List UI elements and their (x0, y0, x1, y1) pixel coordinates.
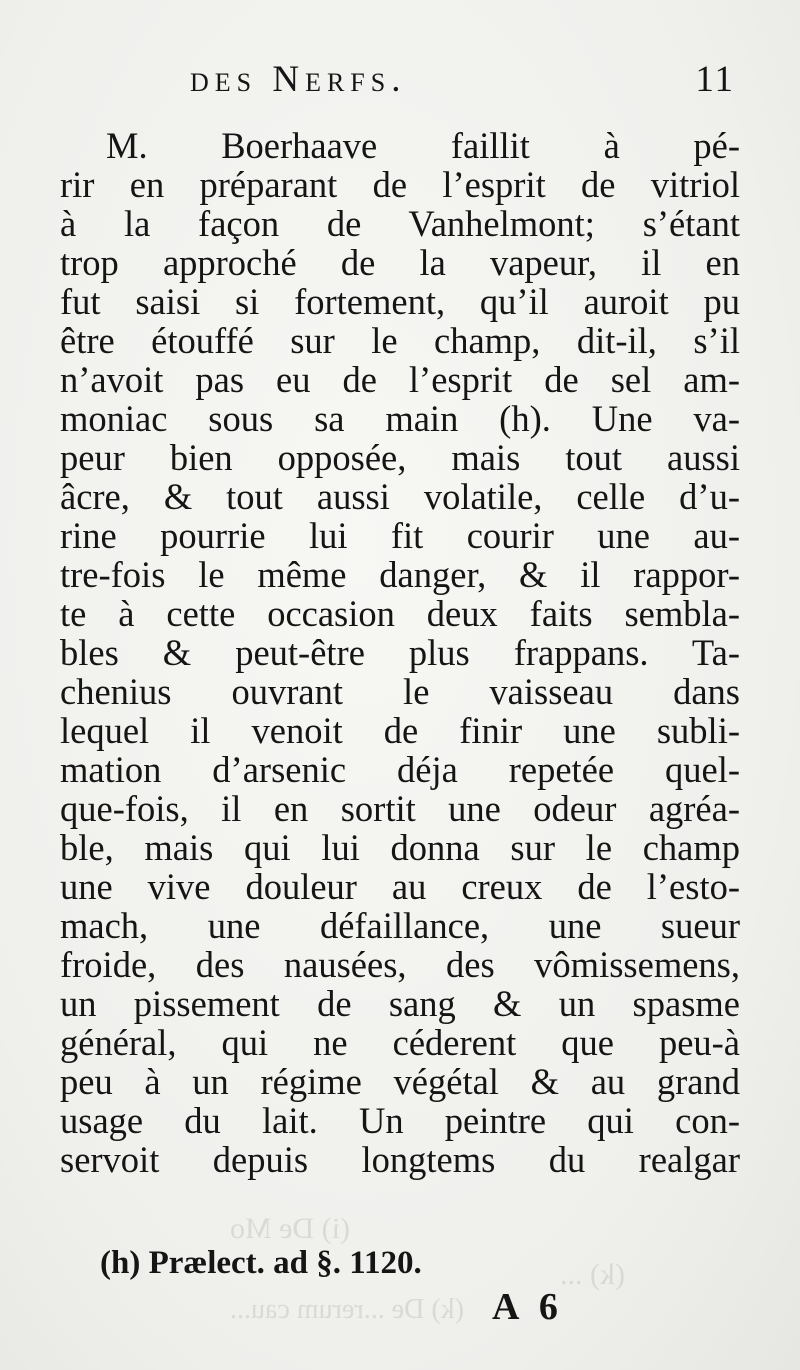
text-line: une vive douleur au creux de l’esto- (60, 866, 740, 907)
page-number: 11 (695, 59, 735, 100)
running-head-title: des Nerfs. (190, 59, 407, 100)
text-line: usage du lait. Un peintre qui con- (60, 1100, 740, 1141)
show-through-text: (i) De Mo (230, 1212, 350, 1245)
text-line: ble, mais qui lui donna sur le champ (60, 827, 740, 868)
text-line: froide, des nausées, des vômissemens, (60, 944, 740, 985)
text-line: servoit depuis longtems du realgar (60, 1139, 740, 1180)
text-line: n’avoit pas eu de l’esprit de sel am- (60, 359, 740, 400)
text-line: rine pourrie lui fit courir une au- (60, 515, 740, 556)
text-line: te à cette occasion deux faits sembla- (60, 593, 740, 634)
text-line: bles & peut-être plus frappans. Ta- (60, 632, 740, 673)
text-line: tre-fois le même danger, & il rappor- (60, 554, 740, 595)
text-line: à la façon de Vanhelmont; s’étant (60, 203, 740, 244)
signature-mark: A 6 (492, 1286, 564, 1328)
text-line: moniac sous sa main (h). Une va- (60, 398, 740, 439)
footnote: (h) Prælect. ad §. 1120. (100, 1245, 422, 1281)
text-line: trop approché de la vapeur, il en (60, 242, 740, 283)
running-head (60, 58, 740, 108)
text-line: âcre, & tout aussi volatile, celle d’u- (60, 476, 740, 517)
text-line: mation d’arsenic déja repetée quel- (60, 749, 740, 790)
show-through-text: (k) ... (560, 1258, 625, 1291)
text-line: être étouffé sur le champ, dit-il, s’il (60, 320, 740, 361)
text-line: mach, une défaillance, une sueur (60, 905, 740, 946)
text-line: peu à un régime végétal & au grand (60, 1061, 740, 1102)
text-line: un pissement de sang & un spasme (60, 983, 740, 1024)
text-line: M. Boerhaave faillit à pé- (106, 125, 740, 166)
text-line: général, qui ne céderent que peu-à (60, 1022, 740, 1063)
show-through-text: (k) De ...rerum cau... (230, 1294, 465, 1325)
body-text (60, 126, 740, 1179)
text-line: rir en préparant de l’esprit de vitriol (60, 164, 740, 205)
text-line: que-fois, il en sortit une odeur agréa- (60, 788, 740, 829)
text-line: chenius ouvrant le vaisseau dans (60, 671, 740, 712)
text-line: fut saisi si fortement, qu’il auroit pu (60, 281, 740, 322)
text-line: peur bien opposée, mais tout aussi (60, 437, 740, 478)
text-line: lequel il venoit de finir une subli- (60, 710, 740, 751)
